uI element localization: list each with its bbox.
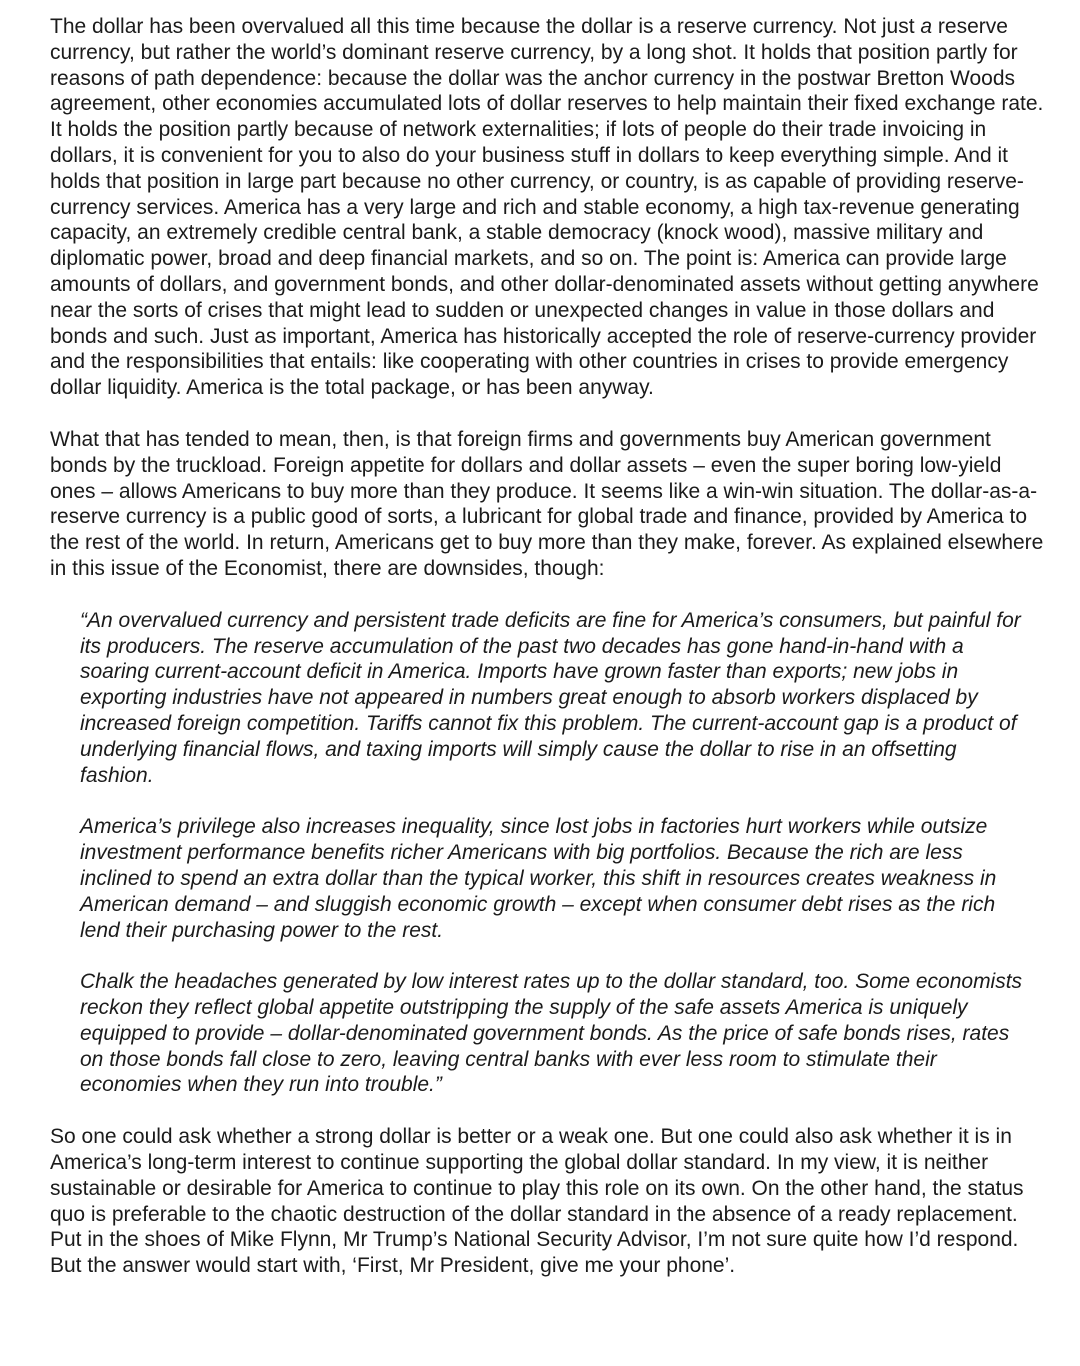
paragraph-text: The dollar has been overvalued all this time because the dollar is a reserve currency. Not just	[50, 15, 921, 38]
paragraph-conclusion: So one could ask whether a strong dollar is better or a weak one. But one could also ask whether it is in America’s long-term interest to continue supporting the global dollar standard. In my view, it is neither sustainable or desirable for America to continue to play this role on its own. On the other hand, the status quo is preferable to the chaotic destruction of the dollar standard in the absence of a ready replacement. Put in the shoes of Mike Flynn, Mr Trump’s National Security Advisor, I’m not sure quite how I’d respond. But the answer would start with, ‘First, Mr President, give me your phone’.	[50, 1125, 1024, 1278]
emphasis-text: a	[920, 15, 933, 38]
article-body	[50, 14, 1050, 1305]
paragraph-foreign-appetite: What that has tended to mean, then, is that foreign firms and governments buy American government bonds by the truckload. Foreign appetite for dollars and dollar assets – even the super boring low-yield ones – allows Americans to buy more than they produce. It seems like a win-win situation. The dollar-as-a-reserve currency is a public good of sorts, a lubricant for global trade and finance, provided by America to the rest of the world. In return, Americans get to buy more than they make, forever. As explained elsewhere in this issue of the Economist, there are downsides, though:	[50, 427, 1044, 580]
quote-paragraph-inequality: America’s privilege also increases inequality, since lost jobs in factories hurt workers while outsize investment performance benefits richer Americans with big portfolios. Because the rich are less inclined to spend an extra dollar than the typical worker, this shift in resources creates weakness in American demand – and sluggish economic growth – except when consumer debt rises as the rich lend their purchasing power to the rest.	[80, 815, 997, 942]
economist-quote	[80, 608, 1030, 1099]
paragraph-reserve-currency	[50, 14, 1050, 401]
quote-paragraph-interest-rates: Chalk the headaches generated by low interest rates up to the dollar standard, too. Some economists reckon they reflect global appetite outstripping the supply of the safe assets America is uniquely equipped to provide – dollar-denominated government bonds. As the price of safe bonds rises, rates on those bonds fall close to zero, leaving central banks with ever less room to stimulate their economies when they run into trouble.”	[80, 970, 1023, 1097]
quote-paragraph-trade-deficits: “An overvalued currency and persistent trade deficits are fine for America’s consumers, but painful for its producers. The reserve accumulation of the past two decades has gone hand-in-hand with a soaring current-account deficit in America. Imports have grown faster than exports; new jobs in exporting industries have not appeared in numbers great enough to absorb workers displaced by increased foreign competition. Tariffs cannot fix this problem. The current-account gap is a product of underlying financial flows, and taxing imports will simply cause the dollar to rise in an offsetting fashion.	[80, 608, 1021, 787]
paragraph-text: reserve currency, but rather the world’s dominant reserve currency, by a long shot. It holds that position partly for reasons of path dependence: because the dollar was the anchor currency in the postwar Bretton Woods agreement, other economies accumulated lots of dollar reserves to help maintain their fixed exchange rate. It holds the position partly because of network externalities; if lots of people do their trade invoicing in dollars, it is convenient for you to also do your business stuff in dollars to keep everything simple. And it holds that position in large part because no other currency, or country, is as capable of providing reserve-currency services. America has a very large and rich and stable economy, a high tax-revenue generating capacity, an extremely credible central bank, a stable democracy (knock wood), massive military and diplomatic power, broad and deep financial markets, and so on. The point is: America can provide large amounts of dollars, and government bonds, and other dollar-denominated assets without getting anywhere near the sorts of crises that might lead to sudden or unexpected changes in value in those dollars and bonds and such. Just as important, America has historically accepted the role of reserve-currency provider and the responsibilities that entails: like cooperating with other countries in crises to provide emergency dollar liquidity. America is the total package, or has been anyway.	[50, 15, 1044, 400]
